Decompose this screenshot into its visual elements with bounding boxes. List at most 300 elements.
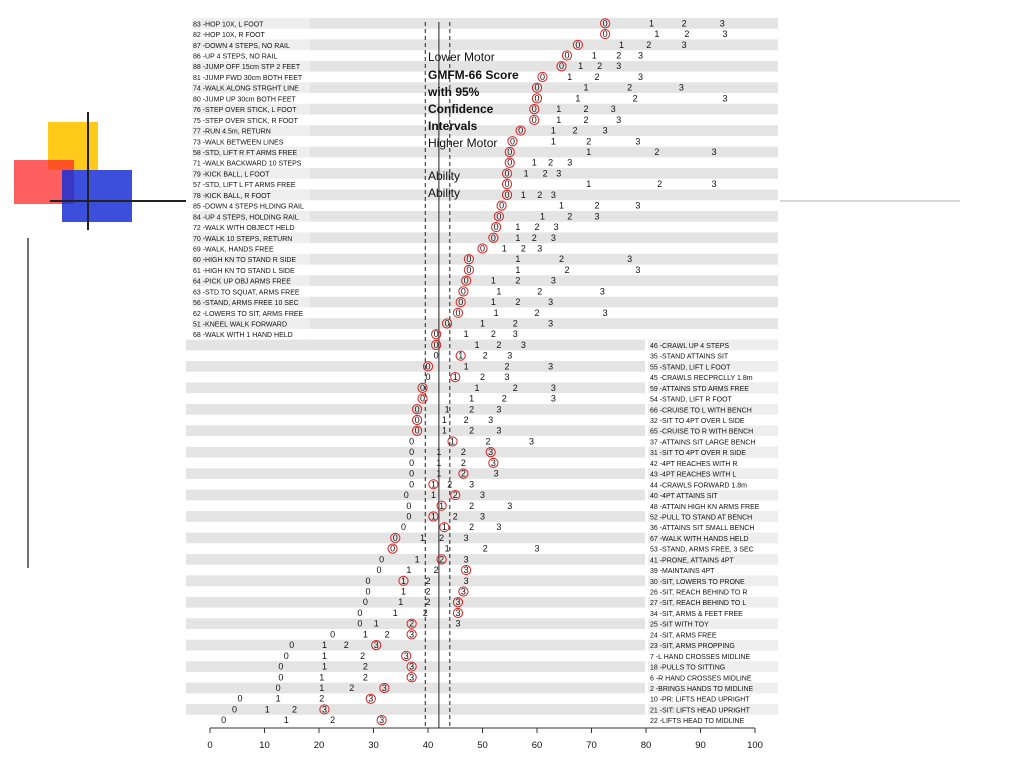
item-label: 58 -STD, LIFT R FT ARMS FREE bbox=[193, 150, 297, 157]
score-threshold: 0 bbox=[444, 318, 450, 329]
score-threshold: 3 bbox=[504, 372, 510, 383]
score-threshold: 2 bbox=[512, 382, 518, 393]
score-threshold: 2 bbox=[479, 372, 486, 383]
item-label: 44 -CRAWLS FORWARD 1.8m bbox=[650, 482, 747, 490]
score-threshold: 3 bbox=[409, 672, 415, 683]
item-label: 84 -UP 4 STEPS, HOLDING RAIL bbox=[193, 214, 299, 222]
item-label: 43 -4PT REACHES WITH L bbox=[650, 471, 737, 479]
score-threshold: 3 bbox=[479, 490, 486, 501]
score-threshold: 1 bbox=[586, 179, 592, 190]
score-threshold: 2 bbox=[537, 286, 543, 297]
score-threshold: 1 bbox=[400, 586, 406, 597]
score-threshold: 2 bbox=[515, 275, 521, 286]
x-tick-label: 70 bbox=[586, 740, 597, 751]
item-label: 79 -KICK BALL, L FOOT bbox=[193, 171, 270, 179]
score-threshold: 0 bbox=[539, 71, 545, 82]
score-threshold: 0 bbox=[534, 93, 540, 104]
score-threshold: 3 bbox=[602, 307, 608, 318]
score-threshold: 2 bbox=[646, 39, 652, 50]
score-threshold: 0 bbox=[425, 361, 431, 372]
score-threshold: 1 bbox=[474, 382, 480, 393]
score-threshold: 2 bbox=[439, 554, 445, 565]
score-threshold: 3 bbox=[678, 82, 684, 93]
score-threshold: 2 bbox=[460, 457, 466, 468]
item-label: 22 -LIFTS HEAD TO MIDLINE bbox=[650, 718, 745, 726]
score-threshold: 3 bbox=[463, 575, 469, 586]
score-threshold: 2 bbox=[504, 361, 510, 372]
score-threshold: 1 bbox=[515, 264, 521, 275]
score-threshold: 0 bbox=[365, 586, 371, 597]
score-threshold: 0 bbox=[460, 286, 466, 297]
score-threshold: 2 bbox=[349, 683, 355, 693]
score-threshold: 2 bbox=[496, 339, 502, 350]
score-threshold: 3 bbox=[379, 715, 385, 726]
item-label: 48 -ATTAIN HIGH KN ARMS FREE bbox=[650, 503, 760, 511]
score-threshold: 3 bbox=[496, 425, 502, 436]
score-threshold: 0 bbox=[490, 232, 496, 243]
score-threshold: 3 bbox=[507, 350, 513, 361]
score-threshold: 2 bbox=[425, 597, 431, 608]
item-label: 55 -STAND, LIFT L FOOT bbox=[650, 364, 731, 372]
item-label: 18 -PULLS TO SITTING bbox=[650, 664, 726, 672]
x-tick-label: 100 bbox=[747, 740, 763, 751]
score-threshold: 2 bbox=[452, 490, 458, 501]
item-label: 78 -KICK BALL, R FOOT bbox=[193, 192, 271, 200]
item-label: 36 -ATTAINS SIT SMALL BENCH bbox=[650, 525, 755, 533]
item-label: 76 -STEP OVER STICK, L FOOT bbox=[193, 107, 297, 115]
score-threshold: 1 bbox=[321, 640, 327, 651]
score-threshold: 2 bbox=[447, 479, 453, 490]
score-threshold: 1 bbox=[436, 468, 442, 479]
item-label: 82 -HOP 10X, R FOOT bbox=[193, 32, 265, 40]
item-label: 26 -SIT, REACH BEHIND TO R bbox=[650, 589, 748, 597]
score-threshold: 1 bbox=[654, 29, 660, 40]
score-threshold: 2 bbox=[439, 532, 445, 543]
score-threshold: 1 bbox=[515, 222, 521, 233]
item-label: 53 -STAND, ARMS FREE, 3 SEC bbox=[650, 546, 754, 554]
score-threshold: 3 bbox=[616, 61, 622, 72]
score-threshold: 2 bbox=[542, 168, 548, 179]
score-threshold: 3 bbox=[616, 114, 622, 125]
item-label: 64 -PICK UP OBJ ARMS FREE bbox=[193, 278, 291, 286]
score-threshold: 2 bbox=[343, 640, 349, 651]
score-threshold: 3 bbox=[681, 39, 687, 50]
score-threshold: 0 bbox=[275, 683, 281, 693]
legend-higher-ability: Ability bbox=[428, 186, 461, 200]
score-threshold: 3 bbox=[635, 200, 641, 211]
item-label: 40 -4PT ATTAINS SIT bbox=[650, 493, 718, 501]
score-threshold: 1 bbox=[398, 597, 404, 608]
score-threshold: 3 bbox=[548, 318, 554, 329]
item-label: 41 -PRONE, ATTAINS 4PT bbox=[650, 557, 734, 565]
item-label: 6 -R HAND CROSSES MIDLINE bbox=[650, 675, 752, 683]
score-threshold: 1 bbox=[550, 136, 556, 147]
score-threshold: 1 bbox=[264, 704, 270, 715]
score-threshold: 1 bbox=[469, 393, 475, 404]
score-threshold: 0 bbox=[392, 532, 398, 543]
score-threshold: 2 bbox=[597, 61, 603, 72]
score-threshold: 2 bbox=[425, 575, 431, 586]
score-threshold: 3 bbox=[455, 618, 461, 629]
score-threshold: 2 bbox=[452, 511, 458, 522]
score-threshold: 3 bbox=[548, 361, 554, 372]
score-threshold: 1 bbox=[436, 457, 442, 468]
score-threshold: 1 bbox=[373, 618, 379, 629]
item-label: 77 -RUN 4.5m, RETURN bbox=[193, 128, 271, 136]
x-tick-label: 50 bbox=[477, 740, 488, 751]
score-threshold: 0 bbox=[602, 18, 608, 29]
item-label: 70 -WALK 10 STEPS, RETURN bbox=[193, 235, 293, 243]
score-threshold: 1 bbox=[463, 361, 469, 372]
score-threshold: 3 bbox=[550, 232, 556, 243]
x-tick-label: 90 bbox=[695, 740, 706, 751]
score-threshold: 2 bbox=[520, 243, 526, 254]
score-threshold: 2 bbox=[586, 136, 592, 147]
score-threshold: 2 bbox=[572, 125, 578, 136]
item-label: 45 -CRAWLS RECPRCLLY 1.8m bbox=[650, 375, 753, 383]
score-threshold: 2 bbox=[433, 565, 439, 576]
item-label: 60 -HIGH KN TO STAND R SIDE bbox=[193, 257, 297, 265]
score-threshold: 1 bbox=[458, 350, 464, 361]
item-label: 39 -MAINTAINS 4PT bbox=[650, 568, 715, 576]
score-threshold: 1 bbox=[583, 82, 589, 93]
score-threshold: 0 bbox=[433, 339, 439, 350]
score-threshold: 0 bbox=[403, 490, 409, 501]
item-label: 35 -STAND ATTAINS SIT bbox=[650, 353, 729, 361]
score-threshold: 3 bbox=[534, 543, 540, 554]
score-threshold: 1 bbox=[479, 318, 486, 329]
score-threshold: 0 bbox=[362, 597, 368, 608]
score-threshold: 2 bbox=[559, 254, 565, 265]
score-threshold: 1 bbox=[578, 61, 584, 72]
score-threshold: 3 bbox=[711, 179, 717, 190]
score-threshold: 1 bbox=[463, 329, 469, 340]
score-threshold: 0 bbox=[409, 436, 415, 447]
x-tick-label: 80 bbox=[640, 740, 652, 751]
legend-title-line: Intervals bbox=[428, 119, 478, 133]
score-threshold: 0 bbox=[409, 457, 415, 468]
score-threshold: 1 bbox=[501, 243, 507, 254]
score-threshold: 2 bbox=[501, 393, 507, 404]
score-threshold: 0 bbox=[414, 415, 420, 425]
score-threshold: 0 bbox=[278, 672, 284, 683]
score-threshold: 3 bbox=[550, 189, 556, 200]
score-threshold: 3 bbox=[469, 479, 475, 490]
score-threshold: 0 bbox=[534, 82, 540, 93]
score-threshold: 2 bbox=[681, 18, 687, 29]
score-threshold: 3 bbox=[610, 104, 616, 115]
score-threshold: 1 bbox=[441, 522, 447, 533]
score-threshold: 2 bbox=[469, 522, 475, 533]
score-threshold: 2 bbox=[469, 425, 475, 436]
score-threshold: 0 bbox=[504, 189, 510, 200]
item-label: 88 -JUMP OFF 15cm STP 2 FEET bbox=[193, 64, 301, 72]
score-threshold: 2 bbox=[583, 114, 589, 125]
score-threshold: 2 bbox=[531, 232, 537, 243]
score-threshold: 3 bbox=[711, 147, 717, 157]
item-label: 57 -STD, LIFT L FT ARMS FREE bbox=[193, 182, 296, 190]
score-threshold: 1 bbox=[430, 479, 436, 490]
score-threshold: 2 bbox=[534, 307, 540, 318]
score-threshold: 1 bbox=[400, 575, 406, 586]
score-threshold: 1 bbox=[618, 39, 624, 50]
x-tick-label: 0 bbox=[207, 740, 213, 751]
score-threshold: 1 bbox=[591, 50, 597, 61]
score-threshold: 3 bbox=[594, 211, 600, 222]
score-threshold: 3 bbox=[548, 297, 554, 308]
score-threshold: 2 bbox=[632, 93, 638, 104]
score-threshold: 2 bbox=[654, 147, 660, 157]
item-label: 51 -KNEEL WALK FORWARD bbox=[193, 321, 288, 329]
score-threshold: 0 bbox=[504, 179, 510, 190]
score-threshold: 0 bbox=[409, 468, 415, 479]
item-label: 24 -SIT, ARMS FREE bbox=[650, 632, 717, 640]
item-label: 66 -CRUISE TO L WITH BENCH bbox=[650, 407, 752, 415]
item-label: 10 -PR: LIFTS HEAD UPRIGHT bbox=[650, 696, 750, 704]
score-threshold: 2 bbox=[534, 222, 540, 233]
item-label: 73 -WALK BETWEEN LINES bbox=[193, 139, 284, 147]
score-threshold: 3 bbox=[409, 661, 415, 672]
score-threshold: 1 bbox=[452, 372, 458, 383]
legend-lower: Lower Motor bbox=[428, 50, 495, 64]
score-threshold: 3 bbox=[493, 468, 499, 479]
item-label: 52 -PULL TO STAND AT BENCH bbox=[650, 514, 753, 522]
x-tick-label: 60 bbox=[531, 740, 543, 751]
score-threshold: 1 bbox=[515, 254, 521, 265]
item-label: 23 -SIT, ARMS PROPPING bbox=[650, 643, 735, 651]
item-label: 65 -CRUISE TO R WITH BENCH bbox=[650, 428, 754, 436]
score-threshold: 2 bbox=[362, 661, 368, 672]
score-threshold: 0 bbox=[499, 200, 505, 211]
item-label: 7 -L HAND CROSSES MIDLINE bbox=[650, 653, 751, 661]
score-threshold: 1 bbox=[319, 672, 325, 683]
score-threshold: 1 bbox=[539, 211, 545, 222]
score-threshold: 3 bbox=[556, 168, 562, 179]
score-threshold: 2 bbox=[564, 264, 570, 275]
x-tick-label: 10 bbox=[259, 740, 270, 751]
score-threshold: 0 bbox=[531, 104, 537, 115]
score-threshold: 0 bbox=[357, 618, 363, 629]
score-threshold: 0 bbox=[496, 211, 502, 222]
score-threshold: 3 bbox=[722, 29, 728, 40]
score-threshold: 3 bbox=[635, 264, 641, 275]
score-threshold: 1 bbox=[520, 189, 526, 200]
score-threshold: 3 bbox=[635, 136, 641, 147]
score-threshold: 2 bbox=[512, 318, 518, 329]
score-threshold: 3 bbox=[529, 436, 535, 447]
score-threshold: 1 bbox=[439, 500, 445, 511]
score-threshold: 0 bbox=[466, 264, 472, 275]
score-threshold: 3 bbox=[373, 640, 379, 651]
score-threshold: 0 bbox=[330, 629, 336, 640]
item-label: 54 -STAND, LIFT R FOOT bbox=[650, 396, 732, 404]
item-label: 21 -SIT: LIFTS HEAD UPRIGHT bbox=[650, 707, 750, 715]
score-threshold: 2 bbox=[291, 704, 297, 715]
item-label: 2 -BRINGS HANDS TO MIDLINE bbox=[650, 686, 754, 693]
score-threshold: 3 bbox=[381, 683, 387, 693]
score-threshold: 1 bbox=[490, 297, 496, 308]
score-threshold: 0 bbox=[433, 350, 439, 361]
score-threshold: 3 bbox=[368, 693, 374, 704]
score-threshold: 1 bbox=[444, 404, 450, 415]
score-threshold: 2 bbox=[360, 650, 366, 661]
score-threshold: 1 bbox=[275, 693, 281, 704]
score-threshold: 2 bbox=[482, 543, 488, 554]
item-label: 87 -DOWN 4 STEPS, NO RAIL bbox=[193, 42, 290, 50]
item-label: 72 -WALK WITH OBJECT HELD bbox=[193, 225, 295, 233]
score-threshold: 0 bbox=[455, 307, 461, 318]
score-threshold: 2 bbox=[594, 71, 600, 82]
item-label: 46 -CRAWL UP 4 STEPS bbox=[650, 342, 730, 350]
score-threshold: 2 bbox=[627, 82, 633, 93]
item-label: 86 -UP 4 STEPS, NO RAIL bbox=[193, 53, 278, 61]
legend-title-line: Confidence bbox=[428, 102, 494, 116]
score-threshold: 1 bbox=[444, 543, 450, 554]
score-threshold: 3 bbox=[321, 704, 327, 715]
score-threshold: 0 bbox=[406, 500, 412, 511]
score-threshold: 3 bbox=[537, 243, 543, 254]
score-threshold: 0 bbox=[504, 168, 510, 179]
score-threshold: 1 bbox=[556, 114, 562, 125]
item-label: 32 -SIT TO 4PT OVER L SIDE bbox=[650, 418, 745, 425]
score-threshold: 3 bbox=[520, 339, 526, 350]
score-threshold: 0 bbox=[365, 575, 371, 586]
score-threshold: 3 bbox=[550, 275, 556, 286]
score-threshold: 3 bbox=[488, 447, 494, 458]
score-threshold: 3 bbox=[496, 522, 502, 533]
item-label: 67 -WALK WITH HANDS HELD bbox=[650, 535, 749, 543]
score-threshold: 0 bbox=[414, 425, 420, 436]
score-threshold: 3 bbox=[638, 50, 644, 61]
score-threshold: 1 bbox=[556, 104, 562, 115]
score-threshold: 2 bbox=[485, 436, 491, 447]
score-threshold: 3 bbox=[455, 597, 461, 608]
score-threshold: 0 bbox=[425, 372, 431, 383]
score-threshold: 0 bbox=[433, 329, 439, 340]
score-threshold: 0 bbox=[406, 511, 412, 522]
score-threshold: 1 bbox=[531, 157, 537, 168]
item-label: 56 -STAND, ARMS FREE 10 SEC bbox=[193, 300, 299, 308]
item-label: 75 -STEP OVER STICK, R FOOT bbox=[193, 117, 298, 125]
score-threshold: 2 bbox=[469, 500, 475, 511]
score-threshold: 1 bbox=[406, 565, 412, 576]
score-threshold: 1 bbox=[321, 650, 327, 661]
score-threshold: 0 bbox=[518, 125, 524, 136]
score-threshold: 3 bbox=[488, 415, 494, 425]
score-threshold: 3 bbox=[719, 18, 725, 29]
score-threshold: 2 bbox=[684, 29, 690, 40]
score-threshold: 2 bbox=[469, 404, 475, 415]
score-threshold: 1 bbox=[493, 307, 499, 318]
score-threshold: 1 bbox=[474, 339, 480, 350]
score-threshold: 3 bbox=[403, 650, 409, 661]
score-threshold: 1 bbox=[430, 490, 436, 501]
score-threshold: 0 bbox=[420, 382, 426, 393]
item-label: 59 -ATTAINS STD ARMS FREE bbox=[650, 385, 749, 393]
score-threshold: 3 bbox=[460, 586, 466, 597]
score-threshold: 0 bbox=[458, 297, 464, 308]
score-threshold: 2 bbox=[460, 447, 466, 458]
score-threshold: 2 bbox=[330, 715, 336, 726]
score-threshold: 1 bbox=[414, 554, 420, 565]
score-threshold: 3 bbox=[599, 286, 605, 297]
x-tick-label: 30 bbox=[368, 740, 379, 751]
x-tick-label: 20 bbox=[313, 740, 325, 751]
score-threshold: 1 bbox=[575, 93, 581, 104]
score-threshold: 3 bbox=[463, 532, 469, 543]
score-threshold: 2 bbox=[616, 50, 622, 61]
score-threshold: 0 bbox=[221, 715, 227, 726]
score-threshold: 1 bbox=[450, 436, 456, 447]
score-threshold: 2 bbox=[460, 468, 466, 479]
score-threshold: 3 bbox=[479, 511, 486, 522]
score-threshold: 3 bbox=[463, 565, 469, 576]
score-threshold: 0 bbox=[376, 565, 382, 576]
score-threshold: 0 bbox=[507, 157, 513, 168]
item-label: 61 -HIGH KN TO STAND L SIDE bbox=[193, 267, 295, 275]
score-threshold: 0 bbox=[409, 447, 415, 458]
score-threshold: 0 bbox=[232, 704, 238, 715]
score-threshold: 3 bbox=[490, 457, 496, 468]
x-tick-label: 40 bbox=[422, 740, 434, 751]
item-label: 34 -SIT, ARMS & FEET FREE bbox=[650, 610, 743, 618]
score-threshold: 0 bbox=[559, 61, 565, 72]
item-label: 83 -HOP 10X, L FOOT bbox=[193, 21, 264, 29]
item-label: 63 -STD TO SQUAT, ARMS FREE bbox=[193, 289, 300, 297]
score-threshold: 1 bbox=[648, 18, 654, 29]
score-threshold: 2 bbox=[515, 297, 521, 308]
item-label: 71 -WALK BACKWARD 10 STEPS bbox=[193, 160, 302, 168]
score-threshold: 0 bbox=[414, 404, 420, 415]
score-threshold: 3 bbox=[409, 629, 415, 640]
score-threshold: 3 bbox=[553, 222, 559, 233]
score-threshold: 2 bbox=[384, 629, 390, 640]
score-threshold: 3 bbox=[496, 404, 502, 415]
item-label: 42 -4PT REACHES WITH R bbox=[650, 460, 738, 468]
item-label: 30 -SIT, LOWERS TO PRONE bbox=[650, 578, 745, 586]
score-threshold: 1 bbox=[392, 607, 398, 618]
score-threshold: 0 bbox=[466, 254, 472, 265]
score-threshold: 3 bbox=[507, 500, 513, 511]
score-threshold: 0 bbox=[507, 147, 513, 157]
legend-title-line: GMFM-66 Score bbox=[428, 68, 519, 82]
score-threshold: 0 bbox=[278, 661, 284, 672]
score-threshold: 2 bbox=[409, 618, 415, 629]
score-threshold: 1 bbox=[496, 286, 502, 297]
score-threshold: 3 bbox=[567, 157, 573, 168]
score-threshold: 2 bbox=[319, 693, 325, 704]
score-threshold: 0 bbox=[283, 650, 289, 661]
score-threshold: 1 bbox=[550, 125, 556, 136]
score-threshold: 0 bbox=[400, 522, 406, 533]
item-label: 62 -LOWERS TO SIT, ARMS FREE bbox=[193, 310, 304, 318]
item-label: 74 -WALK ALONG STRGHT LINE bbox=[193, 85, 299, 93]
score-threshold: 2 bbox=[425, 586, 431, 597]
score-threshold: 0 bbox=[237, 693, 243, 704]
score-threshold: 3 bbox=[455, 607, 461, 618]
legend-title-line: with 95% bbox=[428, 85, 480, 99]
score-threshold: 0 bbox=[379, 554, 385, 565]
score-threshold: 0 bbox=[463, 275, 469, 286]
score-threshold: 0 bbox=[509, 136, 515, 147]
score-threshold: 3 bbox=[638, 71, 644, 82]
score-threshold: 1 bbox=[420, 532, 426, 543]
score-threshold: 0 bbox=[409, 479, 415, 490]
score-threshold: 1 bbox=[441, 415, 447, 425]
score-threshold: 1 bbox=[586, 147, 592, 157]
score-threshold: 1 bbox=[283, 715, 289, 726]
score-threshold: 1 bbox=[559, 200, 565, 211]
